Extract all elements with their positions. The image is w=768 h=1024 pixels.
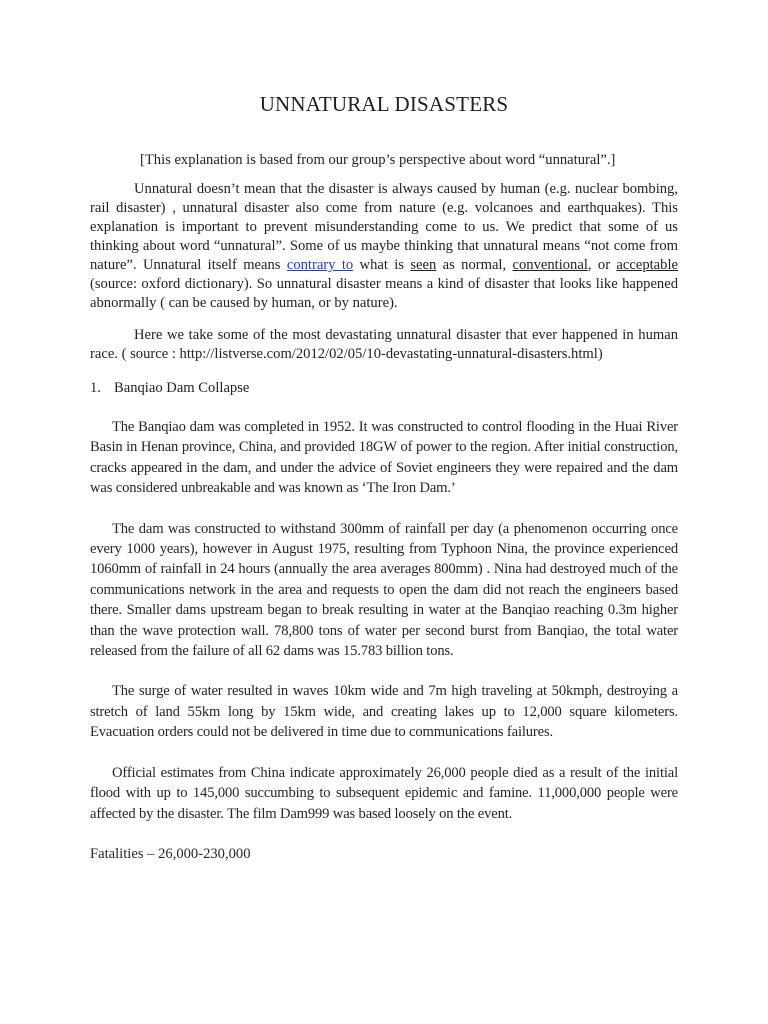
perspective-note: [This explanation is based from our group’s perspective about word “unnatural”.] [140,152,616,168]
seen-underlined: seen [410,257,437,273]
section-number: 1. [90,380,101,396]
body-paragraph-2: The dam was constructed to withstand 300mm of rainfall per day (a phenomenon occurring once every 1000 years), however in August 1975, resulting from Typhoon Nina, the province experienced 1060mm of rainfall in 24 hours (annually the area averages 800mm) . Nina had destroyed much of the communications network in the area and requests to open the dam did not reach the engineers based there. Smaller dams upstream began to break resulting in water at the Banqiao reaching 0.3m higher than the wave protection wall. 78,800 tons of water per second burst from Banqiao, the total water released from the failure of all 62 dams was 15.783 billion tons. [90,520,678,660]
conventional-underlined: conventional [512,257,588,273]
intro-text-5: (source: oxford dictionary). So unnatural disaster means a kind of disaster that looks like happened abnormally ( can be caused by human, or by nature). [90,276,678,311]
document-title: UNNATURAL DISASTERS [259,92,509,116]
section-title: Banqiao Dam Collapse [114,380,250,396]
section-heading [90,379,678,398]
intro-text-3: as normal, [436,257,513,273]
acceptable-underlined: acceptable [616,257,678,273]
fatalities-line: Fatalities – 26,000-230,000 [90,845,251,862]
intro-paragraph [90,180,678,313]
body-paragraph-4: Official estimates from China indicate approximately 26,000 people died as a result of the initial flood with up to 145,000 succumbing to subsequent epidemic and famine. 11,000,000 people were affected by the disaster. The film Dam999 was based loosely on the event. [90,764,678,822]
source-paragraph: Here we take some of the most devastating unnatural disaster that ever happened in human race. ( source : http://listverse.com/2012/02/05/10-devastating-unnatural-disasters.html) [90,327,678,362]
body-paragraph-1: The Banqiao dam was completed in 1952. It was constructed to control flooding in the Huai River Basin in Henan province, China, and provided 18GW of power to the region. After initial construction, cracks appeared in the dam, and under the advice of Soviet engineers they were repaired and the dam was considered unbreakable and was known as ‘The Iron Dam.’ [90,419,678,497]
document-body [90,92,678,864]
intro-text-1: Unnatural doesn’t mean that the disaster is always caused by human (e.g. nuclear bombing, rail disaster) , unnatural disaster also come from nature (e.g. volcanoes and earthquakes). This explanation is important to prevent misunderstanding come to us. We predict that some of us thinking about word “unnatural”. Some of us maybe thinking that unnatural means “not come from nature”. Unnatural itself means [90,181,678,273]
intro-text-4: , or [587,257,617,273]
contrary-to-link[interactable]: contrary to [286,257,354,273]
body-paragraph-3: The surge of water resulted in waves 10km wide and 7m high traveling at 50kmph, destroying a stretch of land 55km long by 15km wide, and creating lakes up to 12,000 square kilometers. Evacuation orders could not be delivered in time due to communications failures. [90,683,678,741]
intro-text-2: what is [353,257,411,273]
